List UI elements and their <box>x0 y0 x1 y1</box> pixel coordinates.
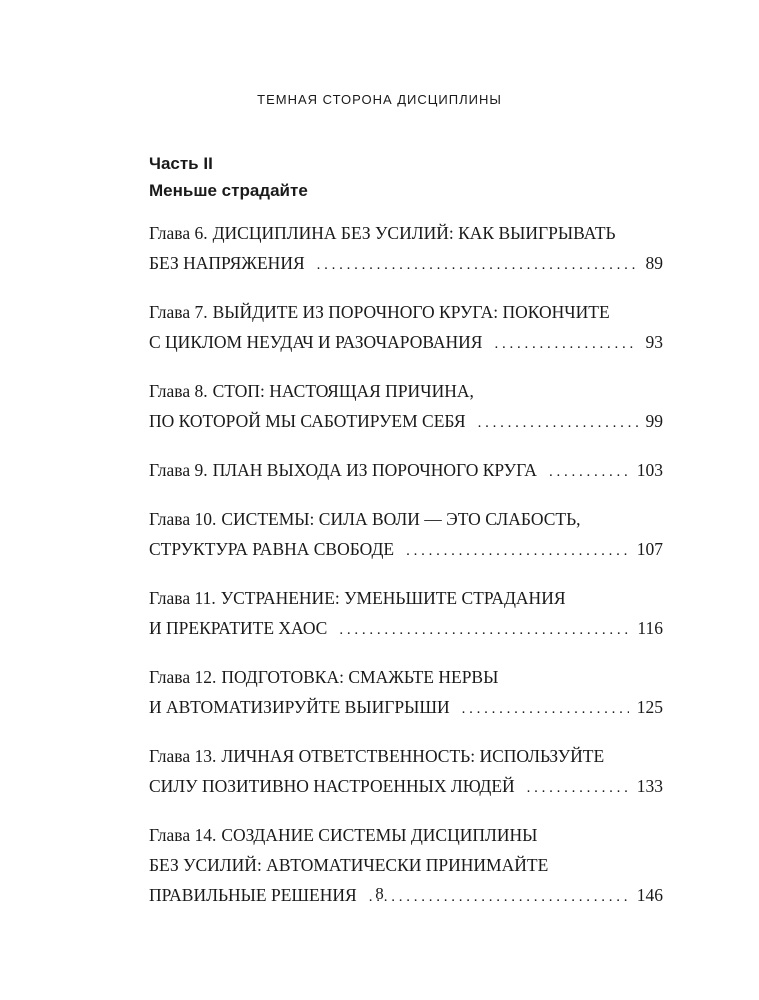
chapter-number: Глава 14. <box>149 825 217 845</box>
chapter-title: ПЛАН ВЫХОДА ИЗ ПОРОЧНОГО КРУГА <box>212 460 537 480</box>
chapter-number: Глава 9. <box>149 460 208 480</box>
chapter-title: С ЦИКЛОМ НЕУДАЧ И РАЗОЧАРОВАНИЯ <box>149 332 483 352</box>
chapter-page-number: 116 <box>637 618 663 638</box>
chapter-page-number: 107 <box>636 539 663 559</box>
toc-entry-line <box>149 218 663 248</box>
toc-entry <box>149 741 663 803</box>
chapter-page-number: 89 <box>645 253 663 273</box>
toc-entry-line <box>149 248 663 280</box>
toc-entry-line <box>149 534 663 566</box>
chapter-number: Глава 8. <box>149 381 208 401</box>
chapter-title: И АВТОМАТИЗИРУЙТЕ ВЫИГРЫШИ <box>149 697 450 717</box>
dot-leader <box>549 457 629 487</box>
dot-leader <box>317 250 638 280</box>
toc-entry-line <box>149 820 663 850</box>
chapter-number: Глава 6. <box>149 223 208 243</box>
table-of-contents <box>149 218 663 929</box>
chapter-page-number: 146 <box>636 885 663 905</box>
toc-entry-line <box>149 850 663 880</box>
toc-entry <box>149 504 663 566</box>
dot-leader <box>406 536 629 566</box>
toc-entry <box>149 218 663 280</box>
chapter-page-number: 99 <box>645 411 663 431</box>
toc-entry <box>149 297 663 359</box>
chapter-title: БЕЗ НАПРЯЖЕНИЯ <box>149 253 305 273</box>
chapter-title: СТРУКТУРА РАВНА СВОБОДЕ <box>149 539 395 559</box>
toc-entry-line <box>149 376 663 406</box>
chapter-number: Глава 12. <box>149 667 217 687</box>
toc-entry-line <box>149 692 663 724</box>
toc-entry-line <box>149 455 663 487</box>
toc-entry-line <box>149 297 663 327</box>
chapter-title: СИСТЕМЫ: СИЛА ВОЛИ — ЭТО СЛАБОСТЬ, <box>221 509 581 529</box>
toc-entry-line <box>149 613 663 645</box>
toc-entry <box>149 662 663 724</box>
running-head: ТЕМНАЯ СТОРОНА ДИСЦИПЛИНЫ <box>257 92 502 107</box>
chapter-page-number: 103 <box>636 460 663 480</box>
chapter-title: ПРАВИЛЬНЫЕ РЕШЕНИЯ <box>149 885 357 905</box>
dot-leader <box>527 773 629 803</box>
chapter-title: СОЗДАНИЕ СИСТЕМЫ ДИСЦИПЛИНЫ <box>221 825 538 845</box>
dot-leader <box>462 694 629 724</box>
toc-entry-line <box>149 327 663 359</box>
chapter-title: БЕЗ УСИЛИЙ: АВТОМАТИЧЕСКИ ПРИНИМАЙТЕ <box>149 855 549 875</box>
toc-entry <box>149 583 663 645</box>
toc-entry-line <box>149 662 663 692</box>
chapter-page-number: 125 <box>636 697 663 717</box>
chapter-page-number: 133 <box>636 776 663 796</box>
chapter-title: ДИСЦИПЛИНА БЕЗ УСИЛИЙ: КАК ВЫИГРЫВАТЬ <box>212 223 616 243</box>
toc-entry <box>149 455 663 487</box>
chapter-page-number: 93 <box>645 332 663 352</box>
part-heading <box>149 150 308 204</box>
dot-leader <box>339 615 629 645</box>
dot-leader <box>478 408 638 438</box>
chapter-title: СТОП: НАСТОЯЩАЯ ПРИЧИНА, <box>212 381 474 401</box>
chapter-title: СИЛУ ПОЗИТИВНО НАСТРОЕННЫХ ЛЮДЕЙ <box>149 776 515 796</box>
dot-leader <box>494 329 637 359</box>
chapter-title: УСТРАНЕНИЕ: УМЕНЬШИТЕ СТРАДАНИЯ <box>220 588 566 608</box>
chapter-title: ВЫЙДИТЕ ИЗ ПОРОЧНОГО КРУГА: ПОКОНЧИТЕ <box>212 302 610 322</box>
toc-entry-line <box>149 741 663 771</box>
part-number: Часть II <box>149 154 213 173</box>
part-title: Меньше страдайте <box>149 181 308 200</box>
chapter-title: И ПРЕКРАТИТЕ ХАОС <box>149 618 328 638</box>
chapter-title: ПО КОТОРОЙ МЫ САБОТИРУЕМ СЕБЯ <box>149 411 466 431</box>
toc-entry-line <box>149 504 663 534</box>
chapter-number: Глава 11. <box>149 588 216 608</box>
chapter-number: Глава 10. <box>149 509 217 529</box>
chapter-title: ПОДГОТОВКА: СМАЖЬТЕ НЕРВЫ <box>221 667 499 687</box>
page-number: 8 <box>375 884 384 903</box>
toc-entry-line <box>149 771 663 803</box>
toc-entry-line <box>149 583 663 613</box>
chapter-title: ЛИЧНАЯ ОТВЕТСТВЕННОСТЬ: ИСПОЛЬЗУЙТЕ <box>221 746 605 766</box>
toc-entry-line <box>149 406 663 438</box>
chapter-number: Глава 13. <box>149 746 217 766</box>
chapter-number: Глава 7. <box>149 302 208 322</box>
toc-entry <box>149 376 663 438</box>
